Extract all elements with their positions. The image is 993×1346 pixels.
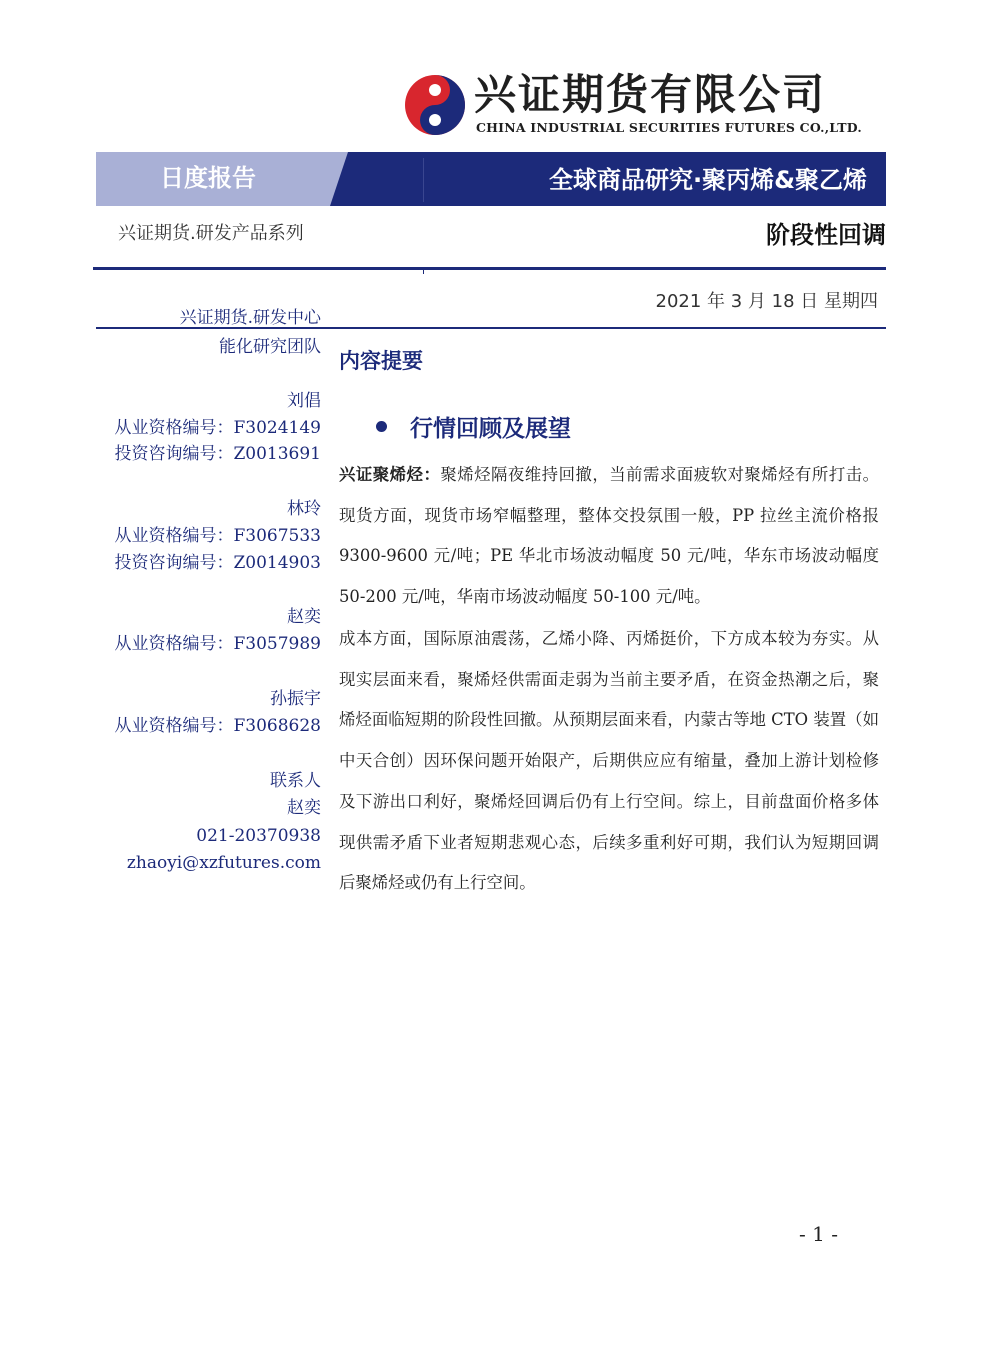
analyst-consult: 投资咨询编号：Z0013691 [114,444,321,464]
research-topic-label: 全球商品研究·聚丙烯&聚乙烯 [548,166,867,194]
paragraph-body: 聚烯烃隔夜维持回撤，当前需求面疲软对聚烯烃有所打击。现货方面，现货市场窄幅整理，整体交投氛围一般，PP 拉丝主流价格报 9300-9600 元/吨；PE 华北市场波动幅度 50 元/吨，华东市场波动幅度 50-200 元/吨，华南市场波动幅度 50-100 元/吨。 [339,465,879,607]
company-logo-icon [404,74,466,136]
header-rule-tick [423,270,424,274]
product-series: 兴证期货.研发产品系列 [118,223,304,244]
bullet-icon [376,421,387,432]
header-rule [93,267,886,270]
page-number: - 1 - [799,1222,838,1246]
banner-divider [423,158,424,202]
paragraph-outlook: 成本方面，国际原油震荡，乙烯小降、丙烯挺价，下方成本较为夯实。从现实层面来看，聚烯烃供需面走弱为当前主要矛盾，在资金热潮之后，聚烯烃面临短期的阶段性回撤。从预期层面来看，内蒙古等地 CTO 装置（如中天合创）因环保问题开始限产，后期供应应有缩量，叠加上游计划检修及下游出口利好，聚烯烃回调后仍有上行空间。综上，目前盘面价格多体现供需矛盾下业者短期悲观心态，后续多重利好可期，我们认为短期回调后聚烯烃或仍有上行空间。 [339,629,879,893]
sidebar-team: 能化研究团队 [219,337,321,357]
section-title: 内容提要 [339,349,423,373]
analyst-license: 从业资格编号：F3067533 [114,526,321,546]
analyst-consult: 投资咨询编号：Z0014903 [114,553,321,573]
analyst-name: 刘倡 [287,391,321,411]
contact-name: 赵奕 [287,798,321,818]
report-date: 2021 年 3 月 18 日 星期四 [655,291,878,312]
analyst-name: 林玲 [287,499,321,519]
analyst-name: 孙振宇 [270,689,321,709]
contact-email-wrap [127,851,321,875]
company-name-en: CHINA INDUSTRIAL SECURITIES FUTURES CO.,LTD. [476,120,862,135]
paragraph-lead: 兴证聚烯烃： [339,465,441,484]
paragraph-market-review [339,455,879,618]
report-headline: 阶段性回调 [766,221,886,249]
analyst-license: 从业资格编号：F3068628 [114,716,321,736]
analyst-name: 赵奕 [287,607,321,627]
analyst-license: 从业资格编号：F3057989 [114,634,321,654]
analyst-license: 从业资格编号：F3024149 [114,418,321,438]
contact-phone: 021-20370938 [196,826,321,846]
bullet-title: 行情回顾及展望 [410,416,571,442]
company-name-cn: 兴证期货有限公司 [474,70,827,119]
contact-label: 联系人 [270,771,321,791]
report-type-label: 日度报告 [160,164,256,192]
sidebar-org: 兴证期货.研发中心 [179,308,321,328]
contact-email-link[interactable]: zhaoyi@xzfutures.com [126,853,321,873]
